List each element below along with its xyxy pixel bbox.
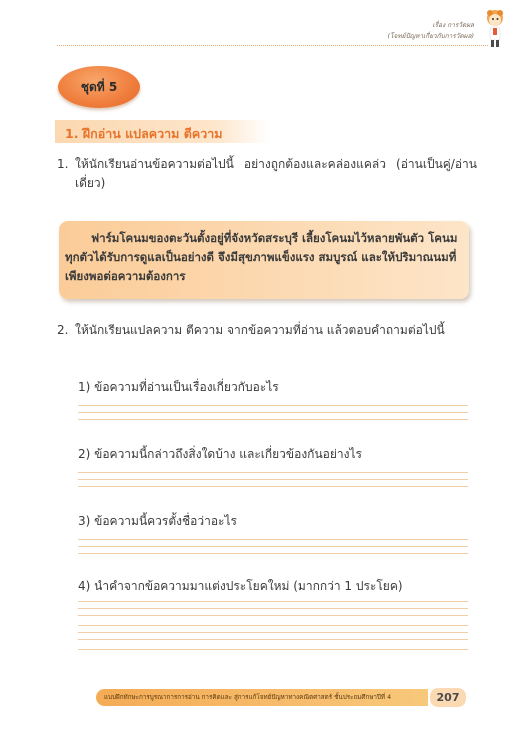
answer-line[interactable]	[78, 539, 468, 540]
header-divider	[57, 45, 488, 46]
header-title: เรื่อง การวัดผล	[432, 21, 474, 29]
set-badge: ชุดที่ 5	[58, 66, 140, 108]
answer-line[interactable]	[78, 601, 468, 602]
answer-line[interactable]	[78, 419, 468, 420]
reading-passage-box	[59, 221, 469, 299]
question-2: 2) ข้อความนี้กล่าวถึงสิ่งใดบ้าง และเกี่ยวข้องกันอย่างไร	[78, 447, 362, 461]
instruction-2-number: 2.	[57, 323, 69, 337]
question-1: 1) ข้อความที่อ่านเป็นเรื่องเกี่ยวกับอะไร	[78, 380, 279, 394]
answer-line[interactable]	[78, 608, 468, 609]
instruction-1-number: 1.	[57, 157, 69, 171]
answer-line[interactable]	[78, 553, 468, 554]
footer-text: แบบฝึกทักษะการบูรณาการการอ่าน การคิดและ สู่การแก้โจทย์ปัญหาทางคณิตศาสตร์ ชั้นประถมศึกษาปีที่ 4	[104, 694, 392, 701]
section-title: 1. ฝึกอ่าน แปลความ ตีความ	[65, 126, 223, 141]
header-title-block	[388, 20, 474, 42]
answer-line[interactable]	[78, 639, 468, 640]
section-title-bar	[55, 120, 270, 143]
instruction-2-text: ให้นักเรียนแปลความ ตีความ จากข้อความที่อ่าน แล้วตอบคำถามต่อไปนี้	[75, 323, 445, 337]
answer-line[interactable]	[78, 632, 468, 633]
student-mascot-icon	[482, 8, 508, 50]
answer-line[interactable]	[78, 472, 468, 473]
header-subtitle: (โจทย์ปัญหาเกี่ยวกับการวัดผล)	[387, 32, 474, 40]
answer-line[interactable]	[78, 479, 468, 480]
answer-line[interactable]	[78, 412, 468, 413]
answer-line[interactable]	[78, 625, 468, 626]
question-4: 4) นำคำจากข้อความมาแต่งประโยคใหม่ (มากกว่า 1 ประโยค)	[78, 579, 403, 593]
answer-line[interactable]	[78, 405, 468, 406]
page-number: 207	[430, 688, 466, 707]
answer-line[interactable]	[78, 546, 468, 547]
instruction-1	[57, 155, 477, 193]
answer-line[interactable]	[78, 649, 468, 650]
question-3: 3) ข้อความนี้ควรตั้งชื่อว่าอะไร	[78, 514, 237, 528]
answer-line[interactable]	[78, 615, 468, 616]
reading-passage: ฟาร์มโคนมของตะวันตั้งอยู่ที่จังหวัดสระบุรี เลี้ยงโคนมไว้หลายพันตัว โคนมทุกตัวได้รับการดูแลเป็นอย่างดี จึงมีสุขภาพแข็งแรง สมบูรณ์ และให้ปริมาณนมที่เพียงพอต่อความต้องการ	[65, 231, 458, 283]
answer-line[interactable]	[78, 486, 468, 487]
footer-bar	[96, 689, 428, 706]
instruction-1-text: ให้นักเรียนอ่านข้อความต่อไปนี้ อย่างถูกต้องและคล่องแคล่ว (อ่านเป็นคู่/อ่านเดี่ยว)	[75, 157, 477, 190]
instruction-2	[57, 321, 477, 340]
